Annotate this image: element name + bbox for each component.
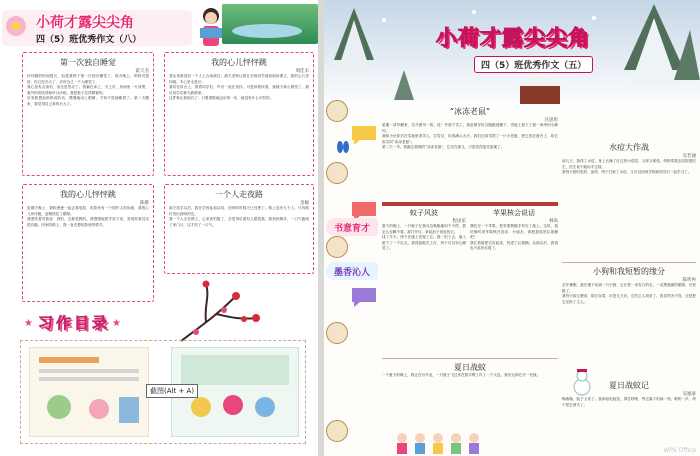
article-paragraph: 去年暑假，我在楼下捡到一只小狗，它长着一身雪白的毛，一双黑溜溜的眼睛，可爱极了。 bbox=[562, 283, 696, 293]
article-author: 霍天杰 bbox=[135, 69, 149, 74]
article-paragraph: 夏天的晚上，一只蚊子在我耳边嗡嗡地叫个不停，我怎么也睡不着。我打开灯，拿起拍子到处找它。 bbox=[382, 224, 466, 234]
article-chickenpox bbox=[562, 142, 696, 252]
toc-title: 习作目录 bbox=[38, 314, 111, 332]
portrait-icon bbox=[326, 100, 348, 122]
article-paragraph: 怦怦跳的时间很长，但是我终于第一次独自睡觉了。那天晚上，妈妈对我说：你已经长大了，应该自己一个人睡觉了。 bbox=[27, 74, 149, 84]
article-paragraph: 我心里有点害怕，但还是答应了。我躺在床上，关上灯，房间里一片漆黑，窗外的风吹得树叶沙沙响，我把被子拉得紧紧的。 bbox=[27, 85, 149, 95]
article-paragraph: 星期天晚上，我和爸爸一起去看电影，电影里有一个很吓人的场面，我的心儿怦怦跳，赶紧捂住了眼睛。 bbox=[27, 206, 149, 216]
flip-flop-icon bbox=[336, 140, 350, 154]
article-paragraph: 找了半天，终于在墙上发现了它，我一拍下去，墙上留下了一个红点。我得意地关上灯，终于可以安心睡觉了。 bbox=[382, 235, 466, 251]
speech-bubble-icon bbox=[350, 124, 378, 146]
portrait-icon bbox=[326, 162, 348, 184]
article-title: “冰冻老鼠” bbox=[449, 107, 491, 116]
article-author: 汪思彤 bbox=[544, 118, 558, 123]
section-rule bbox=[382, 358, 558, 359]
left-page bbox=[0, 0, 318, 456]
article-paragraph: 我站在讲台上，看着同学们，声音一直在发抖。可是读着读着，我就不那么紧张了，最后同学们都为我鼓掌。 bbox=[169, 85, 309, 95]
article-paragraph: 爸爸笑着对我说：别怕，这都是假的。我慢慢地把手放下来，发现故事其实很有趣。回家的路上，我一直在想电影里的情节。 bbox=[27, 217, 149, 227]
article-paragraph: 后来我想起妈妈说的话，慢慢地闭上眼睛，不知不觉就睡着了。第二天醒来，我觉得自己真的长大了。 bbox=[27, 96, 149, 106]
article-author: 林高 bbox=[549, 219, 558, 224]
right-header-subtitle: 四（5）班优秀作文（五） bbox=[474, 56, 593, 73]
portrait-icon bbox=[326, 420, 348, 442]
article-paragraph: 我和小伙伴们在雪地里堆雪人、打雪仗，玩得满头大汗。我们还用雪捏了一只小老鼠，把它放在窗台上，给它取名叫“冰冻老鼠”。 bbox=[382, 134, 558, 144]
article-box-1 bbox=[22, 52, 154, 176]
article-box-3 bbox=[22, 184, 154, 302]
article-author: 吴若涵 bbox=[682, 154, 696, 159]
left-header-title: 小荷才露尖尖角 bbox=[36, 15, 134, 31]
cabin-illustration bbox=[520, 84, 560, 104]
plum-blossom-illustration bbox=[176, 276, 266, 346]
sidebar-tag bbox=[326, 218, 378, 236]
portrait-icon bbox=[326, 322, 348, 344]
article-paragraph: 第二天一早，我跑去看我的“冰冻老鼠”，它还在那儿，只是变得更亮更硬了。 bbox=[382, 145, 505, 150]
article-paragraph: 我每天按时吃药、涂药，终于打败了水痘，又可以回到学校和同学们一起学习了。 bbox=[562, 170, 692, 175]
article-author: 程语乐 bbox=[452, 219, 466, 224]
left-header-subtitle: 四（5）班优秀作文（八） bbox=[36, 35, 142, 45]
article-paragraph: 一个夏天的晚上，我正在写作业，一只蚊子飞过来在我手臂上叮了一个大包。我决定和它决一死战。 bbox=[382, 373, 541, 377]
article-mosquito bbox=[382, 208, 466, 358]
article-title: 夏日战蚊记 bbox=[609, 381, 649, 390]
article-paragraph: 我从来都没有一个人上台表演过。那天老师让我在全班同学面前朗读课文，我的心儿怦怦跳，手心里全是汗。 bbox=[169, 74, 309, 84]
article-box-2 bbox=[164, 52, 314, 176]
article-paragraph: 那天放学以后，我在学校参加活动，回家的时候天已经黑了。路上没有几个人，只有路灯发出昏暗的光。 bbox=[169, 206, 309, 216]
article-title: 水痘大作战 bbox=[609, 143, 649, 152]
sidebar-tag-label: 墨香沁人 bbox=[333, 267, 370, 278]
section-rule bbox=[562, 262, 696, 263]
article-title: 一个人走夜路 bbox=[215, 190, 263, 199]
lake-photo bbox=[222, 4, 318, 44]
sidebar-tag-label: 书意育才 bbox=[333, 223, 370, 234]
article-title: 第一次独自睡觉 bbox=[60, 58, 116, 67]
portrait-icon bbox=[326, 236, 348, 258]
article-author: 吴逸豪 bbox=[682, 392, 696, 397]
article-title: 我的心儿怦怦跳 bbox=[211, 58, 267, 67]
right-page bbox=[324, 0, 700, 456]
article-author: 金颖 bbox=[300, 201, 309, 206]
watermark: WPS Office bbox=[663, 447, 696, 454]
article-summer-mosquito bbox=[382, 358, 558, 428]
article-author: 周佳未 bbox=[295, 69, 309, 74]
toc-thumbnail-left[interactable] bbox=[29, 347, 149, 437]
article-author: 陈昕冉 bbox=[682, 278, 696, 283]
article-paragraph: 我一个人走在路上，心里害怕极了，总觉得后面有人跟着我。我加快脚步，一口气跑到了家门口，这才松了一口气。 bbox=[169, 217, 309, 227]
sidebar-decorations bbox=[324, 90, 380, 456]
speech-bubble-icon bbox=[350, 286, 378, 308]
article-paragraph: 我每天给它喂食、陪它玩耍，可是几天后，它的主人找来了。我虽然舍不得，还是把它还给了主人。 bbox=[562, 294, 696, 304]
children-illustration bbox=[390, 430, 490, 454]
article-summer-mosquito-diary bbox=[562, 380, 696, 450]
article-title: 苹果核会说话 bbox=[493, 209, 535, 217]
article-title: 我的心儿怦怦跳 bbox=[60, 190, 116, 199]
article-paragraph: 星期一清早醒来，拉开窗帘一看，哇！外面下雪了。我赶紧穿好衣服跑到楼下，雪地上留下了我一串串的小脚印。 bbox=[382, 123, 558, 133]
article-title: 夏日战蚊 bbox=[454, 363, 486, 372]
article-author: 陈骅 bbox=[140, 201, 149, 206]
article-apple-core bbox=[470, 208, 558, 358]
article-ice-mouse bbox=[382, 106, 558, 206]
article-paragraph: 我红着脸把它捡起来，扔进了垃圾桶。从那以后，我再也不乱扔垃圾了。 bbox=[470, 240, 558, 251]
article-paragraph: 前几天，我得了水痘，身上长满了红红的小痘痘，又痒又难受。妈妈带我去医院看医生，医生说不能用手去抓。 bbox=[562, 159, 696, 169]
star-icon: ★ bbox=[24, 318, 33, 329]
article-paragraph: 这件事让我明白了：只要勇敢地迈出第一步，就没有什么可怕的。 bbox=[169, 96, 274, 101]
article-box-4 bbox=[164, 184, 314, 274]
article-title: 蚊子风波 bbox=[410, 209, 438, 217]
article-paragraph: 我吃完一个苹果，把苹果核随手扔在了地上。这时，我好像听见苹果核在说话：小朋友，请把我放进垃圾桶吧！ bbox=[470, 224, 558, 240]
right-header-title: 小荷才露尖尖角 bbox=[436, 26, 590, 50]
article-paragraph: 嗡嗡嗡，蚊子又来了。我拿起电蚊拍，屏住呼吸，等它落下的那一刻，啪的一声，终于把它消灭了。 bbox=[562, 397, 696, 407]
star-icon: ★ bbox=[112, 318, 121, 329]
screenshot-tooltip: 截图(Alt + A) bbox=[146, 384, 198, 398]
article-puppy bbox=[562, 262, 696, 372]
sidebar-tag bbox=[326, 262, 378, 280]
article-title: 小狗和我短暂的缘分 bbox=[593, 267, 665, 276]
scarf-divider bbox=[382, 200, 558, 208]
